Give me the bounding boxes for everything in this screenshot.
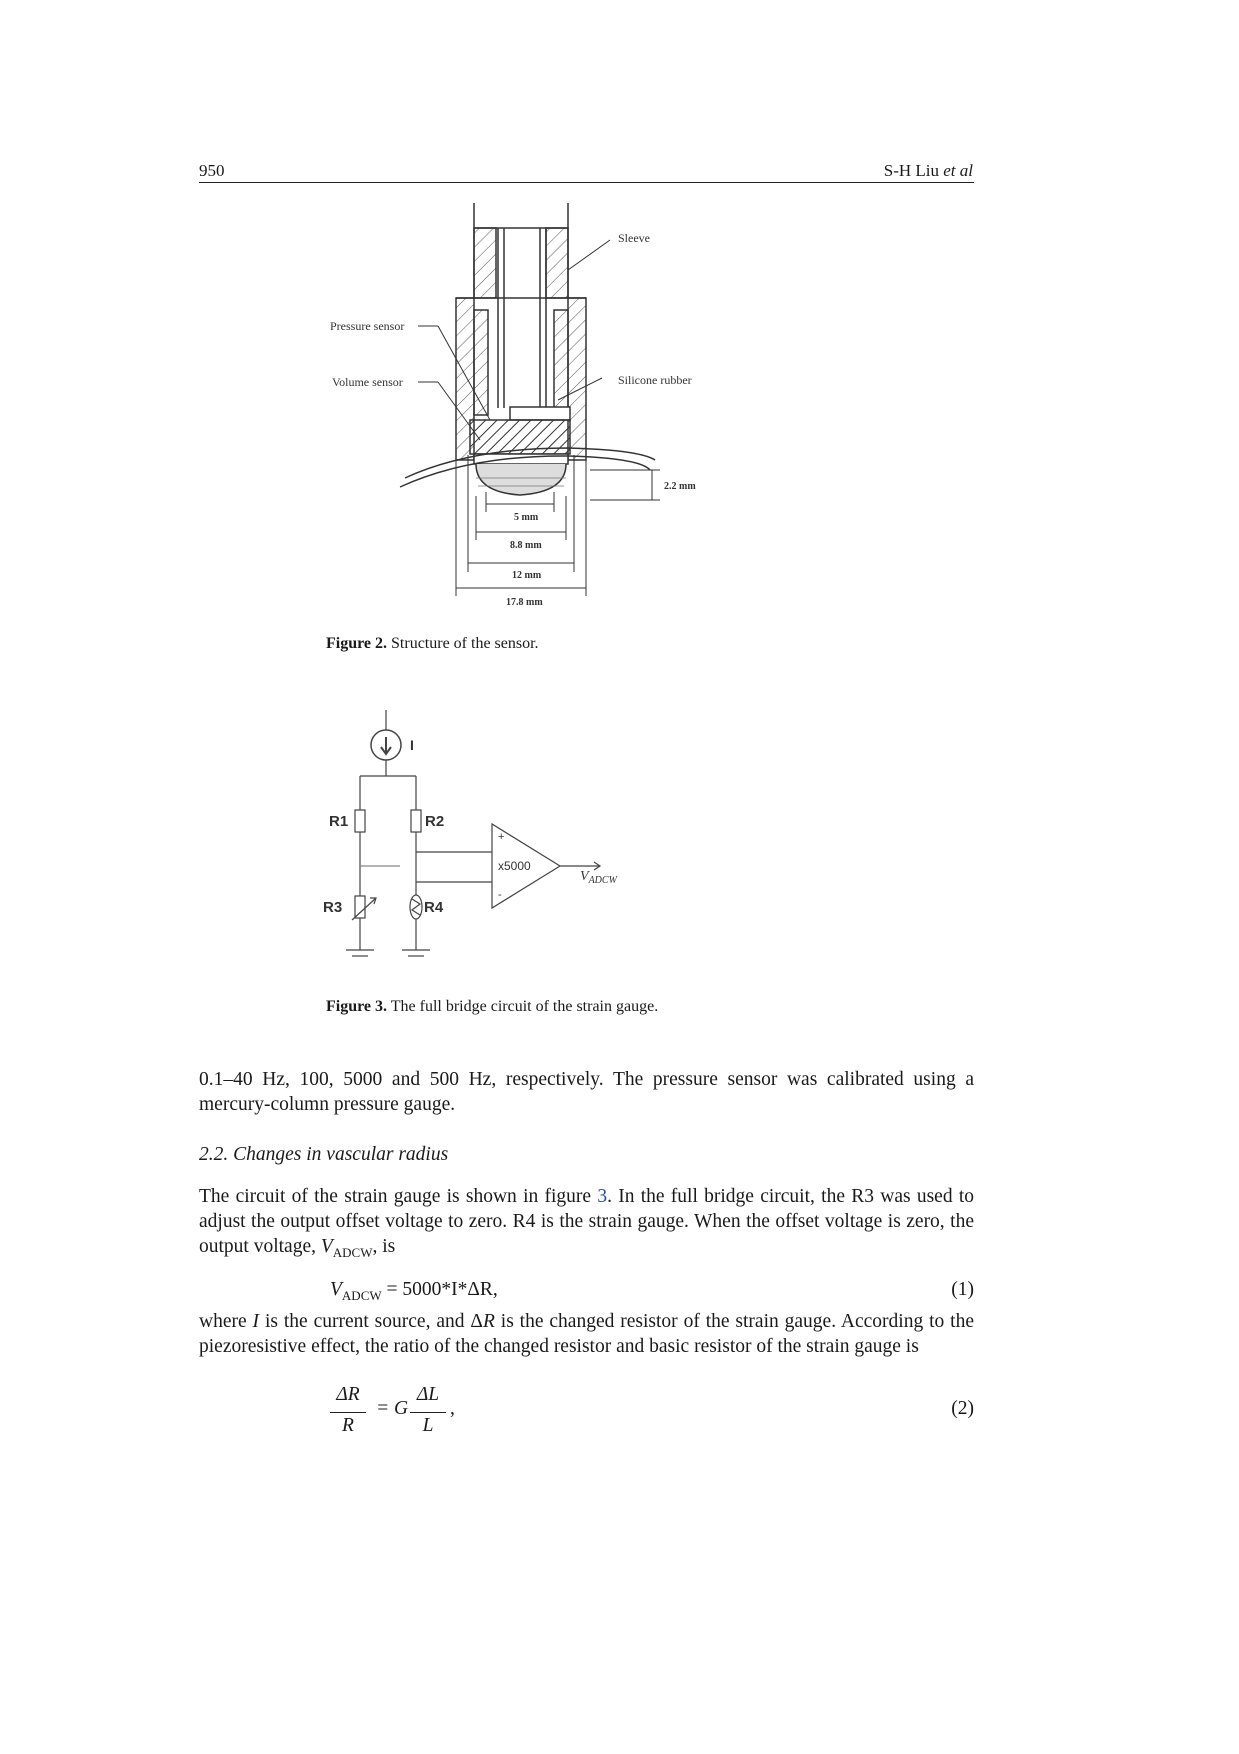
label-r2: R2 (425, 813, 445, 830)
equation-2-number: (2) (951, 1398, 974, 1419)
paragraph-2-b: . In the full bridge circuit, the R3 was used to adjust the output offset voltage to zero. R4 is the strain gauge. When the offset voltage is zero, the output voltage, (199, 1186, 974, 1257)
resistor-r2-icon (411, 810, 421, 832)
label-minus: - (498, 889, 502, 901)
paragraph-2 (199, 1184, 974, 1265)
paragraph-2-c: , is (372, 1236, 396, 1257)
page-number: 950 (199, 161, 225, 180)
label-dim-2-2: 2.2 mm (664, 481, 696, 492)
eq2-comma: , (450, 1398, 455, 1419)
figure-3-circuit (0, 700, 1239, 1000)
eq2-num-right: ΔL (416, 1384, 440, 1405)
eq2-mid: = G (376, 1398, 409, 1419)
label-plus: + (498, 831, 505, 843)
label-dim-5: 5 mm (514, 512, 539, 523)
paragraph-2-v: V (320, 1236, 333, 1257)
paragraph-3-c: is the changed resistor of the strain gauge. According to the piezoresistive effect, the ratio of the changed resistor and basic resistor of the strain gauge is (199, 1311, 974, 1357)
paragraph-1: 0.1–40 Hz, 100, 5000 and 500 Hz, respectively. The pressure sensor was calibrated using a mercury-column pressure gauge. (199, 1069, 974, 1115)
label-silicone-rubber: Silicone rubber (618, 373, 692, 387)
section-heading: 2.2. Changes in vascular radius (199, 1144, 449, 1165)
eq2-den-right: L (422, 1415, 434, 1436)
label-r1: R1 (329, 813, 349, 830)
label-r4: R4 (424, 899, 444, 916)
paragraph-3-r: R (482, 1311, 495, 1332)
figure-3-caption (326, 998, 658, 1016)
running-title-main: S-H Liu (883, 161, 944, 180)
figure-3-caption-text: The full bridge circuit of the strain gauge. (387, 998, 659, 1015)
label-pressure-sensor: Pressure sensor (330, 319, 405, 333)
sensor-drawing (400, 203, 655, 495)
eq1-lhs: V (330, 1279, 342, 1300)
paragraph-3-b: is the current source, and Δ (259, 1311, 483, 1332)
label-output-sub: ADCW (588, 875, 617, 886)
paragraph-3 (199, 1309, 974, 1359)
eq2-num-left: ΔR (336, 1384, 360, 1405)
equation-1-number: (1) (951, 1279, 974, 1300)
resistor-r1-icon (355, 810, 365, 832)
figure-2-caption-label: Figure 2. (326, 635, 388, 652)
running-title-italic: et al (943, 161, 973, 180)
figure-2-caption-text: Structure of the sensor. (387, 635, 539, 652)
figure-2-caption (326, 635, 539, 653)
paragraph-2-a: The circuit of the strain gauge is shown in figure (199, 1186, 598, 1207)
label-volume-sensor: Volume sensor (332, 375, 403, 389)
resistor-r3-icon (355, 896, 365, 918)
eq2-fraction-bar-right (410, 1412, 446, 1413)
paragraph-3-a: where (199, 1311, 253, 1332)
figure-2-diagram (0, 0, 1239, 640)
figure-3-caption-label: Figure 3. (326, 998, 388, 1015)
equation-1 (330, 1279, 498, 1304)
label-output (580, 869, 619, 886)
label-gain: x5000 (498, 859, 531, 873)
paragraph-2-vsub: ADCW (332, 1244, 373, 1260)
paragraph-3-i: I (252, 1311, 260, 1332)
label-dim-12: 12 mm (512, 570, 542, 581)
eq1-rhs: = 5000*I*ΔR, (381, 1279, 498, 1300)
label-output-v: V (580, 869, 589, 884)
label-sleeve: Sleeve (618, 231, 650, 245)
label-r3: R3 (323, 899, 343, 916)
label-dim-17-8: 17.8 mm (506, 597, 543, 608)
eq1-lhs-sub: ADCW (341, 1287, 382, 1303)
figure-3-link[interactable]: 3 (597, 1186, 608, 1207)
eq2-fraction-bar-left (330, 1412, 366, 1413)
label-current: I (410, 737, 414, 753)
eq2-den-left: R (342, 1415, 354, 1436)
label-dim-8-8: 8.8 mm (510, 540, 542, 551)
